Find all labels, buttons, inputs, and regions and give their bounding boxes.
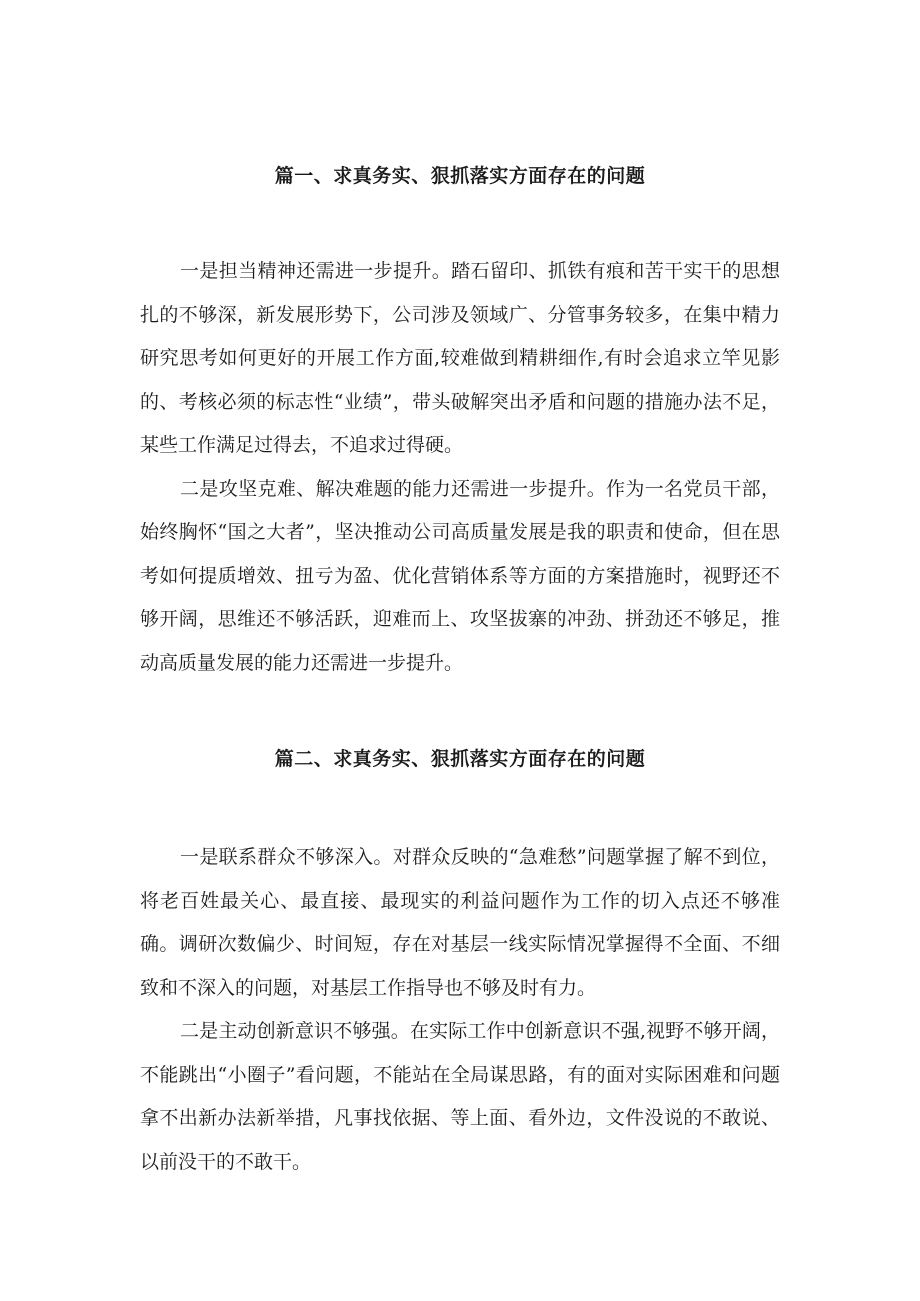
paragraph: 一是担当精神还需进一步提升。踏石留印、抓铁有痕和苦干实干的思想扎的不够深，新发展形势下，公司涉及领域广、分管事务较多，在集中精力研究思考如何更好的开展工作方面,较难做到精耕细作,有时会追求立竿见影的、考核必须的标志性“业绩”，带头破解突出矛盾和问题的措施办法不足，某些工作满足过得去，不追求过得硬。 [140,260,780,456]
section-body-1 [140,250,780,685]
section-title-2: 篇二、求真务实、狠抓落实方面存在的问题 [274,748,646,770]
section-title-1: 篇一、求真务实、狠抓落实方面存在的问题 [274,165,646,187]
paragraph: 二是攻坚克难、解决难题的能力还需进一步提升。作为一名党员干部，始终胸怀“国之大者”，坚决推动公司高质量发展是我的职责和使命，但在思考如何提质增效、扭亏为盈、优化营销体系等方面的方案措施时，视野还不够开阔，思维还不够活跃，迎难而上、攻坚拔寨的冲劲、拼劲还不够足，推动高质量发展的能力还需进一步提升。 [140,477,780,674]
paragraph: 一是联系群众不够深入。对群众反映的“急难愁”问题掌握了解不到位，将老百姓最关心、最直接、最现实的利益问题作为工作的切入点还不够准确。调研次数偏少、时间短，存在对基层一线实际情况掌握得不全面、不细致和不深入的问题，对基层工作指导也不够及时有力。 [140,846,780,999]
paragraph: 二是主动创新意识不够强。在实际工作中创新意识不强,视野不够开阔，不能跳出“小圈子”看问题，不能站在全局谋思路，有的面对实际困难和问题拿不出新办法新举措，凡事找依据、等上面、看外边，文件没说的不敢说、以前没干的不敢干。 [140,1020,780,1173]
section-body-2 [140,836,780,1184]
